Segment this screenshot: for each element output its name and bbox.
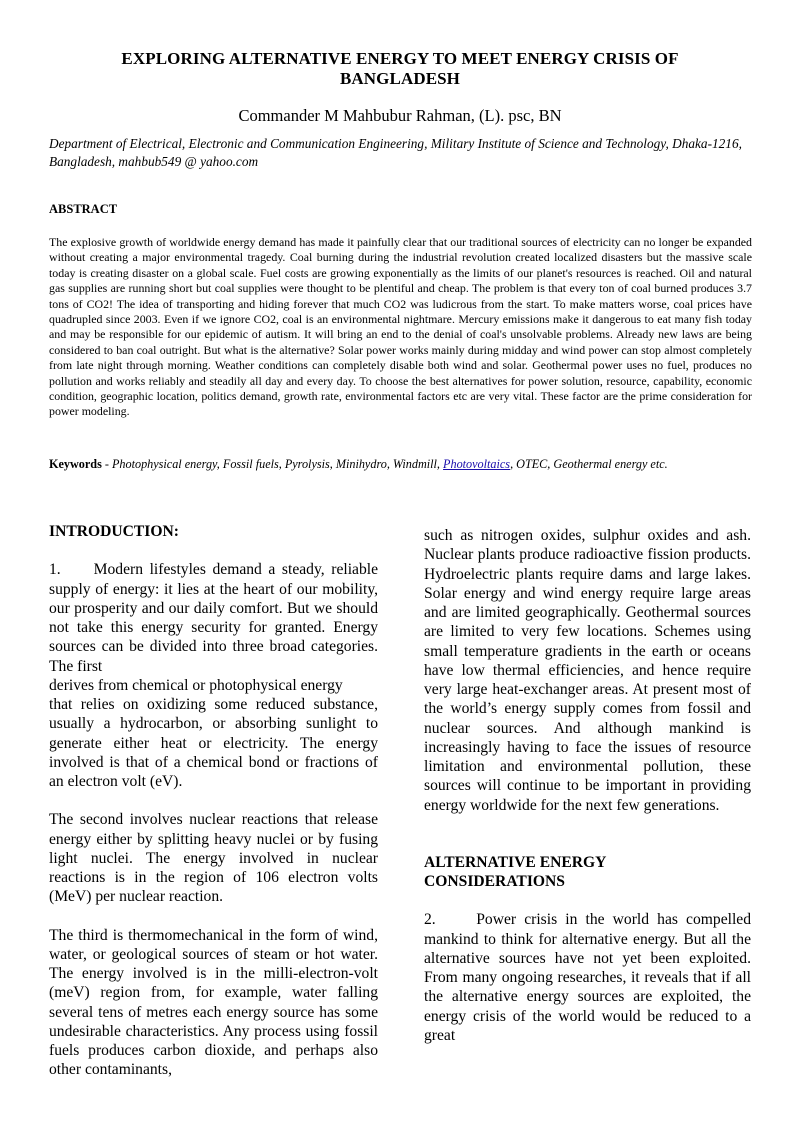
keywords-separator: -: [101, 457, 112, 471]
keywords-label: Keywords: [49, 457, 102, 471]
right-paragraph-2: 2. Power crisis in the world has compelled mankind to think for alternative energy. But all the alternative sources have not yet been exploited. From many ongoing researches, it reveals that if all the alternative energy sources are exploited, the energy crisis of the world would be reduced to a great: [424, 911, 759, 1044]
keywords-list-start: Photophysical energy, Fossil fuels, Pyrolysis, Minihydro, Windmill,: [111, 457, 444, 471]
alternative-energy-heading: [424, 853, 751, 892]
affiliation: Department of Electrical, Electronic and Communication Engineering, Military Institute of Science and Technology, Dhaka-1216, Bangladesh, mahbub549 @ yahoo.com: [49, 136, 742, 169]
author-line: Commander M Mahbubur Rahman, (L). psc, BN: [238, 106, 562, 125]
abstract-body: The explosive growth of worldwide energy demand has made it painfully clear that our traditional sources of electricity can no longer be expanded without creating a major environmental tragedy. Coal burning during the industrial revolution created localized disasters but the massive scale today is creating disaster on a global scale. Fuel costs are growing exponentially as the limits of our planet's resources is reached. Oil and natural gas supplies are running short but coal supplies were thought to be plentiful and cheap. The problem is that every ton of coal burned produces 3.7 tons of CO2! The idea of transporting and hiding forever that much CO2 was ludicrous from the start. To make matters worse, coal prices have quadrupled since 2003. Even if we ignore CO2, coal is an environmental nightmare. Mercury emissions make it dangerous to eat many fish today and may be responsible for our epidemic of autism. It will bring an end to the denial of coal's unsolvable problems. Already new laws are being considered to ban coal outright. But what is the alternative? Solar power works mainly during midday and wind power can stop almost completely from late night through morning. Weather conditions can completely disable both wind and solar. Geothermal power uses no fuel, produces no pollution and works reliably and steadily all day and every day. To choose the best alternatives for power solution, resource, capability, economic condition, geographic location, politics demand, growth rate, environmental factors etc are very vital. These factor are the prime consideration for power modeling.: [49, 235, 752, 419]
intro-paragraph-1c: that relies on oxidizing some reduced substance, usually a hydrocarbon, or absorbing sunlight to generate either heat or electricity. The energy involved is that of a chemical bond or fractions of an electron volt (eV).: [49, 696, 378, 790]
heading-line-1: ALTERNATIVE ENERGY: [424, 853, 607, 871]
keywords-list-end: , OTEC, Geothermal energy etc.: [510, 457, 668, 471]
title-line-1: EXPLORING ALTERNATIVE ENERGY TO MEET ENERGY CRISIS OF: [121, 49, 679, 68]
heading-line-2: CONSIDERATIONS: [424, 873, 565, 890]
title-line-2: BANGLADESH: [339, 69, 461, 88]
intro-paragraph-1b: derives from chemical or photophysical energy: [49, 676, 343, 694]
intro-paragraph-3: The third is thermomechanical in the form of wind, water, or geological sources of steam or hot water. The energy involved is in the milli-electron-volt (meV) region from, for example, water falling several tens of metres each energy source has some undesirable characteristics. Any process using fossil fuels produces carbon dioxide, and perhaps also other contaminants,: [49, 926, 378, 1079]
introduction-heading: INTRODUCTION:: [49, 523, 179, 540]
keyword-link-photovoltaics[interactable]: Photovoltaics: [443, 457, 511, 471]
right-column: [424, 526, 759, 1045]
intro-paragraph-2: The second involves nuclear reactions that release energy either by splitting heavy nuclei or by fusing light nuclei. The energy involved in nuclear reactions is in the region of 106 electron volts (MeV) per nuclear reaction.: [49, 811, 378, 906]
abstract-heading: ABSTRACT: [49, 202, 118, 216]
left-column: [49, 522, 382, 1080]
intro-paragraph-1: 1. Modern lifestyles demand a steady, reliable supply of energy: it lies at the heart of our mobility, our prosperity and our daily comfort. But we should not take this energy security for granted. Energy sources can be divided into three broad categories. The first: [49, 561, 382, 675]
keywords-line: [49, 456, 759, 472]
right-paragraph-1: such as nitrogen oxides, sulphur oxides and ash. Nuclear plants produce radioactive fission products. Hydroelectric plants require dams and large lakes. Solar energy and wind energy require large areas and are limited geographically. Geothermal sources are limited to very few locations. Schemes using small temperature gradients in the earth or oceans have low thermal efficiencies, and hence require very large heat-exchanger areas. At present most of the world’s energy supply comes from fossil and nuclear sources. And although mankind is increasingly having to face the issues of resource limitation and environmental pollution, these sources will continue to be important in providing energy worldwide for the next few generations.: [424, 527, 751, 814]
paper-title: [60, 49, 740, 89]
